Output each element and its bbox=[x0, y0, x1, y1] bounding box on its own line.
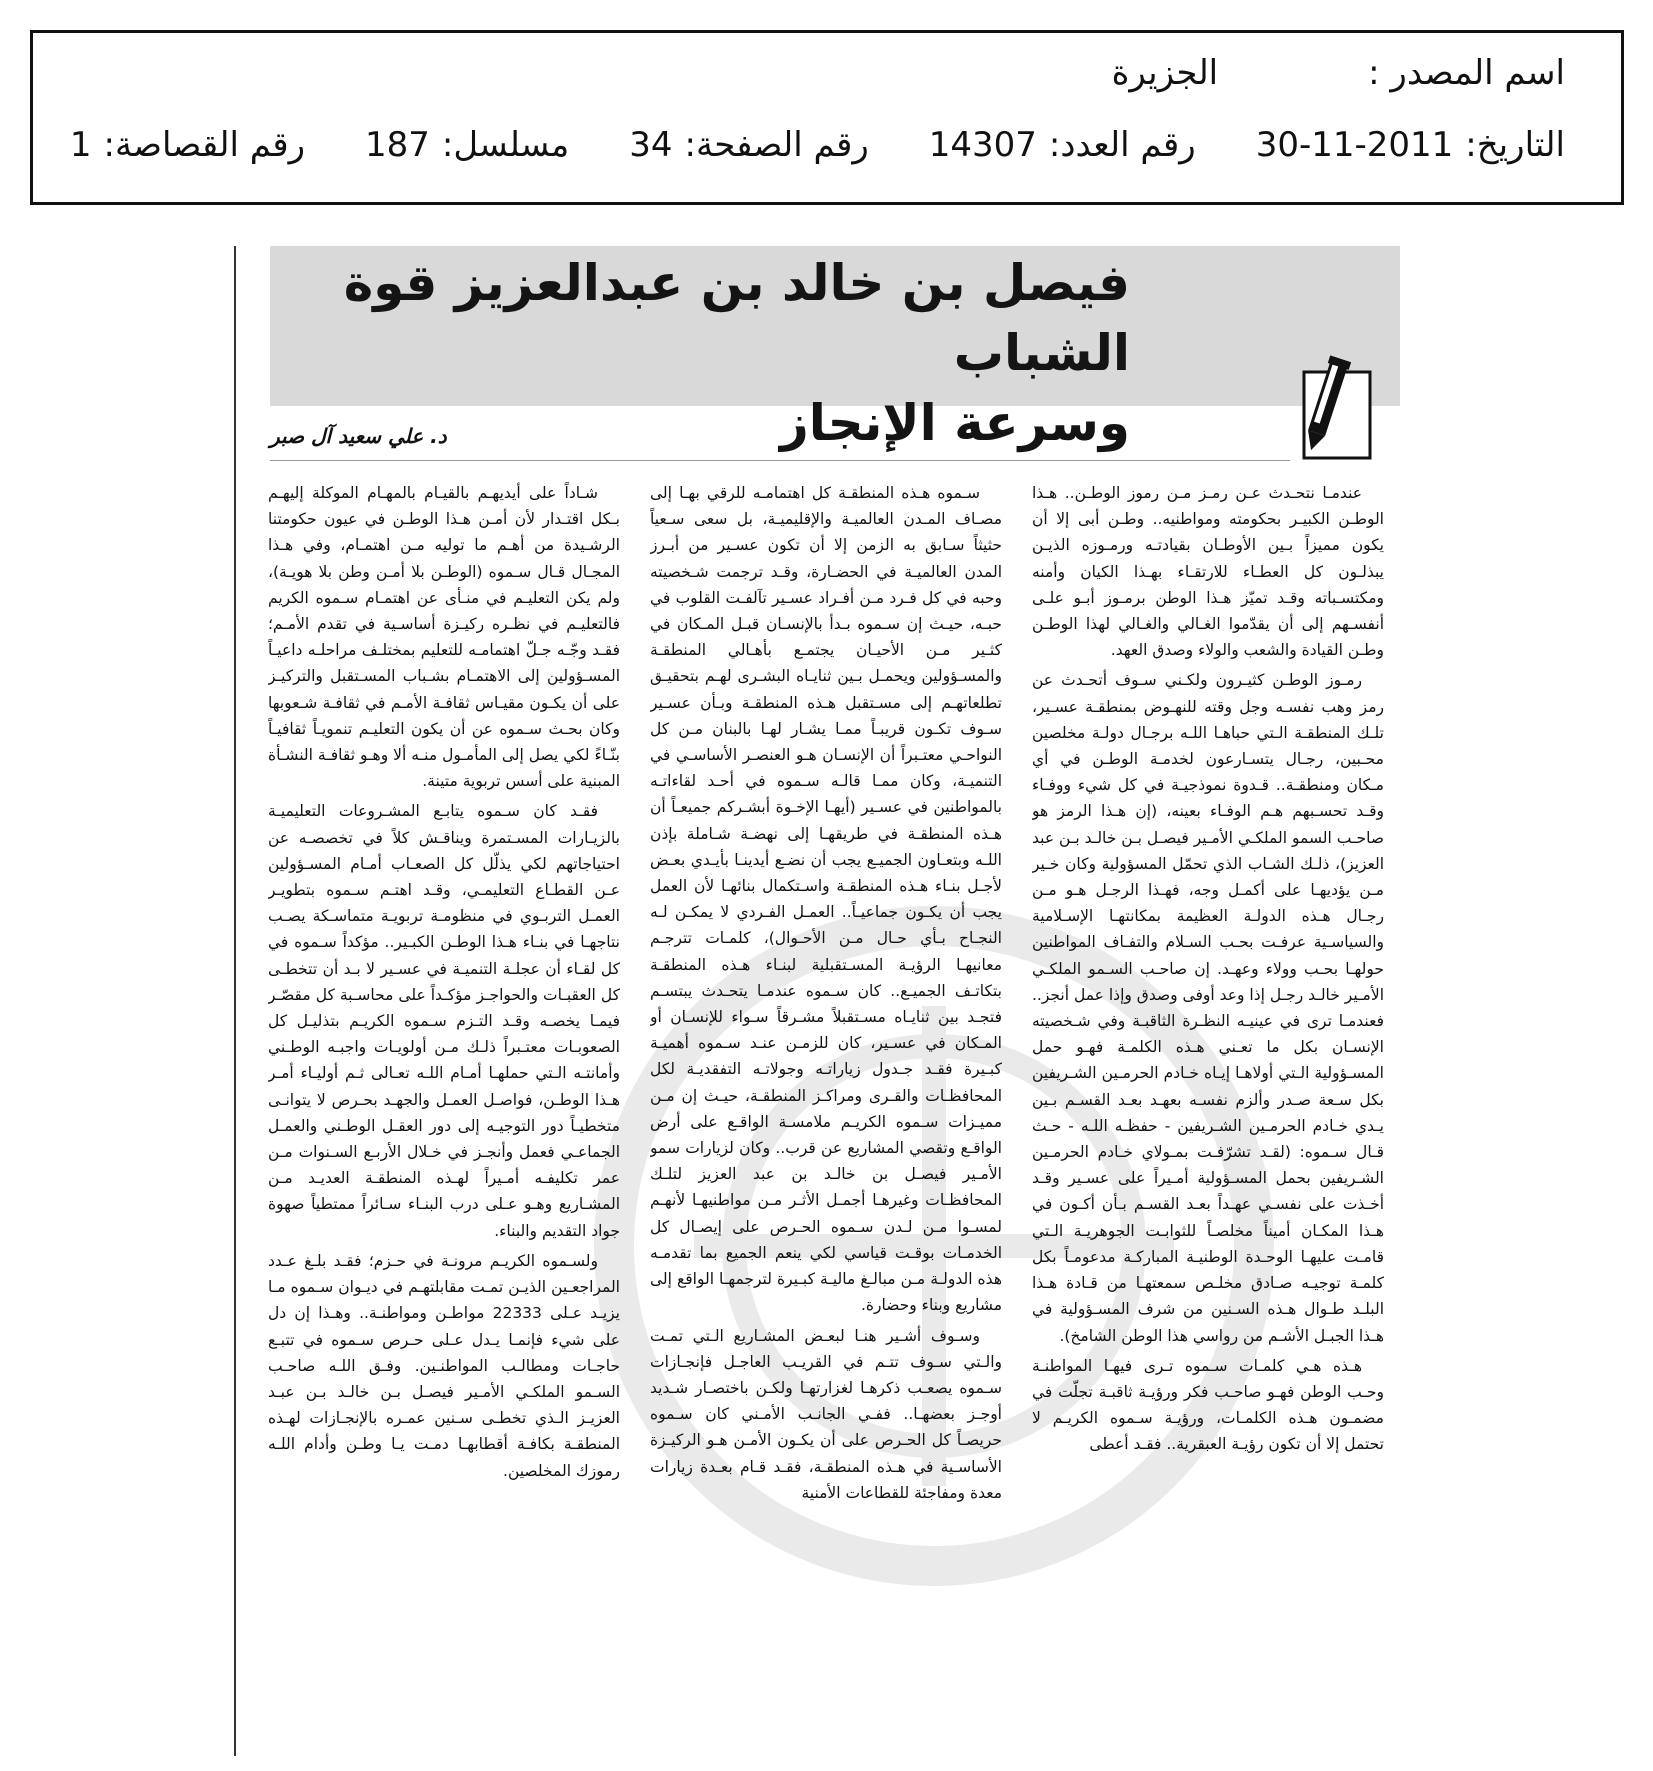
clipping-edge-rule bbox=[234, 246, 236, 1756]
clip-label: رقم القصاصة: bbox=[103, 125, 305, 165]
column-paragraph: رمـوز الوطـن كثيـرون ولكـني سـوف أتحـدث عن رمز وهب نفسـه وجل وقته للنهـوض بمنطقـة عسـير، تلـك المنطقـة الـتي حباهـا اللـه برجـال دولـة مخلصين محـبين، رجـال يتسـارعون لخدمـة الوطـن في أي مـكان ومنطقـة.. قـدوة نموذجيـة في كل شيء ووفـاء وقـد تحسـبهم هـم الوفـاء بعينه، (إن هـذا الرمز هو صاحـب السمو الملكـي الأمـير فيصـل بـن خالـد بـن عبد العزيز)، ذلـك الشـاب الذي تحمّل المسؤولية وكان خـير مـن يؤديهـا على أكمـل وجه، فهـذا الرجـل هـو مـن رجـال هـذه الدولـة العظيمة بمكانتهـا الإسـلامية والسياسـية عرفـت بحـب السـلام والتفـاف المواطنين حولهـا بحـب وولاء وعهـد. إن صاحـب السـمو الملكـي الأمـير خالـد رجـل إذا وعد أوفى وصدق وإذا عمل أنجز.. فعندمـا ترى في عينيـه النظـرة الثاقبـة وفي شـخصيته الإنسـان بكل ما تعـني هـذه الكلمـة فهـو حمل المسـؤولية الـتي أولاهـا إيـاه خـادم الحرمـين الشـريفين بكل سـعة صـدر وألزم نفسـه بعهـد بعـد القسـم بـين يـدي خـادم الحرمـين الشـريفين - حفظـه اللـه - حـث قـال سـموه: (لقـد تشرّفـت بمـولاي خـادم الحرمـين الشـريفين بحمل المسـؤولية أمـيراً على عسـير وقـد أخـذت على نفسـي عهـداً بعـد القسـم بـأن أكـون في هـذا المكـان أميناً مخلصـاً للثوابـت الجوهريـة الـتي قامـت عليهـا الوحـدة الوطنيـة المباركـة مدعومـاً بكل كلمـة توجيـه صـادق مخلـص سمعتهـا من قـادة هـذا البلـد طـوال هـذه السـنين من شرف المسـؤولية في هـذا الجبـل الأشـم من رواسي هذا الوطن الشامخ). bbox=[1032, 671, 1384, 1345]
article-byline: د. علي سعيد آل صبر bbox=[270, 424, 447, 448]
newspaper-clipping bbox=[234, 246, 1404, 1756]
pen-icon bbox=[1274, 352, 1374, 462]
column-paragraph: وسـوف أشـير هنـا لبعـض المشـاريع الـتي تمـت والـتي سـوف تتـم في القريـب العاجـل فإنجـازات سـموه يصعـب ذكرهـا لغزارتهـا ولكـن باختصـار شـديد أوجـز بعضهـا.. ففـي الجانـب الأمـني كان سـموه حريصـاً كل الحـرص على أن يكـون الأمـن هـو الركيـزة الأساسـية في هـذه المنطقـة، فقـد قـام بعـدة زيارات معدة ومفاجئة للقطاعات الأمنية bbox=[650, 1326, 1002, 1502]
headline-line-2: وسرعة الإنجاز bbox=[780, 394, 1130, 452]
article-column-1 bbox=[1032, 480, 1384, 1750]
article-column-2 bbox=[650, 480, 1002, 1750]
source-value: الجزيرة bbox=[1111, 53, 1219, 93]
article-column-3 bbox=[268, 480, 620, 1750]
serial-label: مسلسل: bbox=[441, 125, 570, 165]
column-paragraph: عندمـا نتحـدث عـن رمـز مـن رموز الوطـن.. هـذا الوطـن الكبيـر بحكومته ومواطنيه.. وطـن أبى إلا أن يكون مميزاً بـين الأوطـان بقيادتـه ورمـوزه الذيـن يبذلـون كل العطـاء للارتقـاء بهـذا الكيان وأمنه ومكتسـباته وقـد تميّز هـذا الوطن برمـوز أبـو علـى أنفسـهم إلى أن يقدّموا الغـالي والغـالي لهذا الوطـن وطـن القيادة والشعب والولاء وصدق العهد. bbox=[1032, 484, 1384, 660]
source-name bbox=[1112, 53, 1565, 93]
column-paragraph: شـاداً على أيديهـم بالقيـام بالمهـام الموكلة إليهـم بـكل اقتـدار لأن أمـن هـذا الوطـن في عيون حكومتنا الرشـيدة من أهـم ما توليه مـن اهتمـام، وفي هـذا المجـال قـال سـموه (الوطـن بلا أمـن وطن بلا هويـة)، ولم يكن التعليـم في منـأى عن اهتمـام سـموه الكريم فالتعليـم في نظـره ركيـزة أساسـية في تقدم الأمـم؛ فقـد وجّـه جـلّ اهتمامـه للتعليم بمختلـف مراحلـه داعيـاً المسـؤولين إلى الاهتمـام بشـباب المسـتقبل والتركيـز على أن يكـون مقيـاس ثقافـة الأمـم في ثقافـة شـعوبها وكان بحـث سـموه عن أن يكون التعليـم تنمويـاً ثقافيـاً بنّـاءً لكي يصل إلى المأمـول منـه ألا وهـو ثقافـة النشـأة المبنية على أسس تربوية متينة. bbox=[268, 484, 620, 791]
issue-number-field bbox=[929, 125, 1196, 165]
issue-value: 14307 bbox=[928, 125, 1037, 165]
date-value: 30-11-2011 bbox=[1255, 125, 1454, 165]
date-field bbox=[1256, 125, 1565, 165]
source-row bbox=[1112, 53, 1565, 93]
column-paragraph: ولسـموه الكريـم مرونـة في حـزم؛ فقـد بلـغ عـدد المراجعـين الذيـن تمـت مقابلتهـم في ديـوان سـموه مـا يزيـد عـلى 22333 مواطـن ومواطنـة.. وهـذا إن دل على شيء فإنمـا يـدل عـلى حـرص سـموه في تتبـع حاجـات ومطالـب المواطنـين. وفـق اللـه صاحـب السـمو الملكـي الأمـير فيصـل بـن خالـد بـن عبـد العزيـز الـذي تخطـى سـنين عمـره بالإنجـازات لهـذه المنطقـة بكافـة أقطابهـا دمـت يـا وطـن وأدام اللـه رموزك المخلصين. bbox=[268, 1251, 620, 1480]
serial-value: 187 bbox=[365, 125, 430, 165]
headline-line-1: فيصل بن خالد بن عبدالعزيز قوة الشباب bbox=[343, 254, 1130, 382]
byline-divider bbox=[270, 460, 1290, 461]
source-info-box bbox=[30, 30, 1624, 205]
issue-label: رقم العدد: bbox=[1048, 125, 1196, 165]
page-label: رقم الصفحة: bbox=[684, 125, 869, 165]
page-number-field bbox=[629, 125, 869, 165]
page-value: 34 bbox=[629, 125, 673, 165]
column-paragraph: هـذه هـي كلمـات سـموه تـرى فيهـا المواطنـة وحـب الوطن فهـو صاحـب فكر ورؤيـة ثاقبـة تجلّت في مضمـون هـذه الكلمـات، ورؤيـة سـموه الكريـم لا تحتمل إلا أن تكون رؤيـة العبقرية.. فقـد أعطى bbox=[1032, 1356, 1384, 1454]
source-label: اسم المصدر : bbox=[1368, 53, 1565, 93]
issue-row bbox=[70, 125, 1565, 165]
serial-field bbox=[365, 125, 569, 165]
clip-value: 1 bbox=[69, 125, 92, 165]
column-paragraph: فقـد كان سـموه يتابـع المشـروعات التعليميـة بالزيـارات المسـتمرة ويناقـش كلاً في تخصصـه عن احتياجاتهم لكي يذلّل كل الصعـاب أمـام المسـؤولين عـن القطـاع التعليمـي، وقـد اهتـم سـموه بتطويـر العمـل التربـوي في منظومـة تربويـة متماسـكة يصـب نتاجهـا في بنـاء هـذا الوطـن الكبـير.. مؤكداً سـموه في كل لقـاء أن عجلـة التنميـة في عسـير لا بـد أن تتخطـى كل العقبـات والحواجـز مؤكـداً على محاسـبة كل مقصّـر فيمـا يخصـه وقـد التـزم سـموه الكريـم بتذليـل كل الصعوبـات معتـبراً ذلـك مـن أولويـات واجبـه الوطـني وأمانتـه الـتي حملهـا أمـام اللـه تعـالى ثـم أوليـاء أمـر هـذا الوطـن، فواصـل العمـل والجهـد بحـرص لا يتوانـى متخطيـاً دور التوجيـه إلى دور العقـل الوطـني والعمـل الجماعـي فعمل وأنجـز في خـلال الأربـع السـنوات مـن عمر تكليفـه أمـيراً لهـذه المنطقـة العديـد مـن المشـاريع وهـو عـلى درب البنـاء سـائراً ممتطياً صهوة جواد التقديم والبناء. bbox=[268, 802, 620, 1240]
column-paragraph: سـموه هـذه المنطقـة كل اهتمامـه للرقي بهـا إلى مصـاف المـدن العالميـة والإقليميـة، بل سعى سـعياً حثيثاً سـابق به الزمن إلا أن تكون عسـير من أبـرز المدن العالميـة في الحضـارة، وقـد ترجمت شـخصيته وحبه في كل فـرد مـن أفـراد عسـير تآلفـت القلوب في حبـه، حيـث إن سـموه بـدأ بالإنسـان قبـل المـكان في كثـير مـن الأحيـان يجتمـع بأهـالي المنطقـة والمسـؤولين ويحمـل بـين ثنايـاه البشـرى لهـم بتحقيـق تطلعاتهـم إلى مسـتقبل هـذه المنطقـة وبـأن عسـير سـوف تكـون قريبـاً ممـا يشـار لهـا بالبنان مـن كل النواحـي معتـبراً أن الإنسـان هـو العنصـر الأساسـي في التنميـة، وكان ممـا قالـه سـموه في أحـد لقاءاتـه بالمواطنين في عسـير (أيهـا الإخـوة أبشـركم جميعـاً أن هـذه المنطقـة في طريقهـا إلى نهضـة شـاملة بإذن اللـه وبتعـاون الجميـع يجب أن نضـع أيدينـا بأيـدي بعـض لأجـل بنـاء هـذه المنطقـة واسـتكمال بنائهـا لأن العمل يجب أن يكـون جماعيـاً.. العمـل الفـردي لا يمكـن لـه النجـاح بـأي حـال مـن الأحـوال)، كلمـات تترجـم معانيهـا الرؤيـة المسـتقبلية لبنـاء هـذه المنطقـة بتكاتـف الجميـع.. كان سـموه عندمـا يتحـدث يبتسـم فتجـد بين ثنايـاه مسـتقبلاً مشـرقاً سـواء للإنسـان أو المـكان في عسـير، كان للزمـن عنـد سـموه أهميـة كبـيرة فقـد جـدول زياراتـه وجولاتـه التفقديـة لكل المحافظـات والقـرى ومراكـز المنطقـة، حيـث إن مـن مميـزات سـموه الكريـم ملامسـة الواقـع على أرض الواقـع وتقصي المشاريع عن قرب.. وكان لزيارات سمو الأمـير فيصـل بن خالـد بن عبد العزيز لتلـك المحافظـات وغيرهـا أجمـل الأثـر مـن مواطنيهـا لأنهـم لمسـوا مـن لـدن سـموه الحـرص على إيصـال كل الخدمـات بوقـت قياسي لكي ينعم الجميع بما تقدمـه هذه الدولـة مـن مبالـغ ماليـة كبـيرة لترجمهـا الواقع إلى مشاريع وبناء وحضارة. bbox=[650, 484, 1002, 1315]
clip-number-field bbox=[70, 125, 305, 165]
date-label: التاريخ: bbox=[1465, 125, 1565, 165]
